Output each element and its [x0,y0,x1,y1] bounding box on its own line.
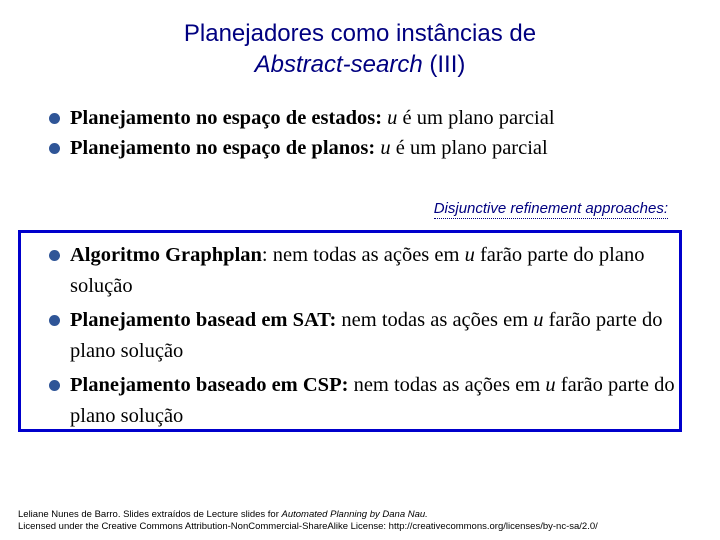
bullet-rest-text: é um plano parcial [397,107,555,129]
bullet-plan-space [46,133,686,163]
box-item-rest: farão parte do plano solução [70,244,645,297]
slide-title [0,18,720,80]
footer-credits [18,509,598,533]
footer-line-1 [18,509,598,521]
bullet-dot-icon [49,113,60,124]
box-item-rest: farão parte do plano solução [70,374,675,427]
title-line-2 [0,49,720,80]
box-item-mid: nem todas as ações em [348,374,546,396]
bullet-bold-text: Planejamento no espaço de planos: [70,137,376,159]
bullet-dot-icon [49,315,60,326]
bullet-dot-icon [49,250,60,261]
box-item-variable: u [545,374,556,396]
bullet-bold-text: Planejamento no espaço de estados: [70,107,383,129]
title-line-1: Planejadores como instâncias de [183,20,537,47]
footer-line-2: Licensed under the Creative Commons Attribution-NonCommercial-ShareAlike License: http://creativecommons.org/licenses/by-nc-sa/2.0/ [18,521,598,532]
bullet-variable: u [387,107,398,129]
box-item-graphplan [46,240,690,302]
box-item-variable: u [533,309,544,331]
bullet-rest-text: é um plano parcial [390,137,548,159]
footer-italic: Automated Planning by Dana Nau. [281,509,428,520]
bullet-variable: u [380,137,391,159]
top-bullet-list [46,103,686,163]
footer-prefix: Leliane Nunes de Barro. Slides extraídos de Lecture slides for [18,509,282,520]
bullet-state-space [46,103,686,133]
box-item-bold: Algoritmo Graphplan [70,244,262,266]
box-item-sat [46,305,690,367]
box-item-variable: u [464,244,475,266]
box-item-mid: nem todas as ações em [336,309,534,331]
title-suffix: (III) [422,51,466,78]
highlight-box [18,230,682,432]
title-italic-term: Abstract-search [254,51,423,78]
bullet-dot-icon [49,380,60,391]
box-item-rest: farão parte do plano solução [70,309,663,362]
box-item-bold: Planejamento basead em SAT: [70,309,337,331]
box-item-bold: Planejamento baseado em CSP: [70,374,349,396]
box-item-mid: : nem todas as ações em [261,244,465,266]
box-item-csp [46,370,690,432]
disjunctive-subheading: Disjunctive refinement approaches: [433,200,668,217]
bullet-dot-icon [49,143,60,154]
